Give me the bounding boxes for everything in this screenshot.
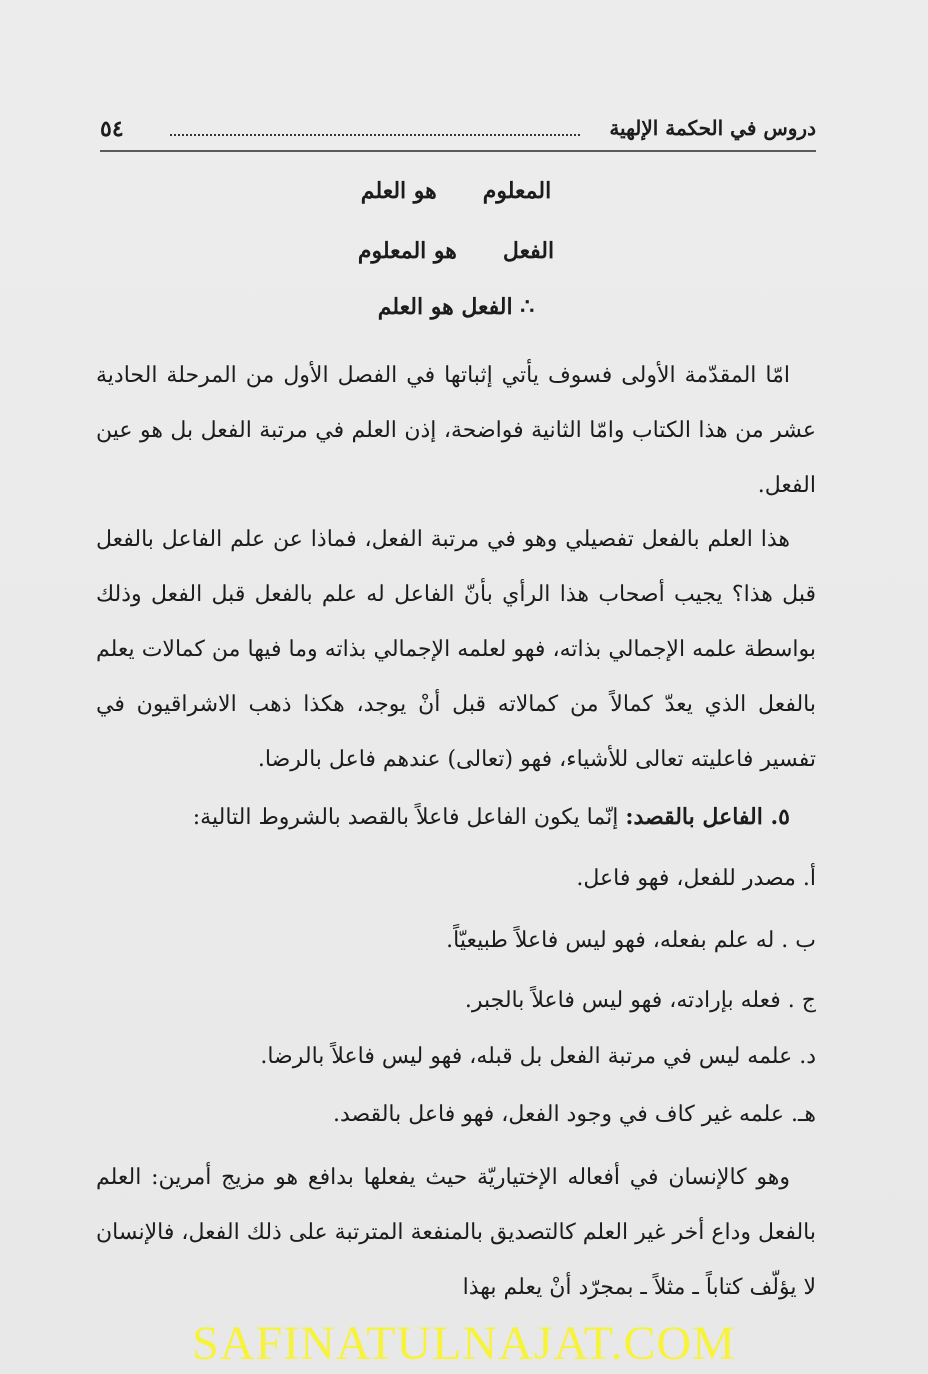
syllogism-term: هو المعلوم [357, 238, 457, 264]
condition-item: ب . له علم بفعله، فهو ليس فاعلاً طبيعيّاً. [446, 928, 816, 953]
site-watermark: SAFINATULNAJAT.COM [192, 1317, 736, 1370]
paragraph-human-example: وهو كالإنسان في أفعاله الإختياريّة حيث يفعلها بدافع هو مزيج أمرين: العلم بالفعل وداع أخر غير العلم كالتصديق بالمنفعة المترتبة على ذلك الفعل، فالإنسان لا يؤلّف كتاباً ـ مثلاً ـ بمجرّد أنْ يعلم بهذا [96, 1165, 816, 1300]
syllogism-term: المعلوم [482, 178, 552, 204]
syllogism-conclusion: ∴ الفعل هو العلم [377, 294, 535, 320]
syllogism-term: الفعل [502, 238, 555, 264]
condition-item: أ. مصدر للفعل، فهو فاعل. [576, 866, 816, 891]
condition-item: ج . فعله بإرادته، فهو ليس فاعلاً بالجبر. [464, 988, 816, 1013]
paragraph-illuminationists: هذا العلم بالفعل تفصيلي وهو في مرتبة الفعل، فماذا عن علم الفاعل بالفعل قبل هذا؟ يجيب أصحاب هذا الرأي بأنّ الفاعل له علم بالفعل قبل الفعل وذلك بواسطة علمه الإجمالي بذاته، فهو لعلمه الإجمالي بذاته وما فيها من كمالات يعلم بالفعل الذي يعدّ كمالاً من كمالاته قبل أنْ يوجد، هكذا ذهب الاشراقيون في تفسير فاعليته تعالى للأشياء، فهو (تعالى) عندهم فاعل بالرضا. [96, 527, 816, 772]
section-label: ٥. الفاعل بالقصد: [625, 804, 790, 830]
header-dot-leader [170, 134, 580, 136]
book-title: دروس في الحكمة الإلهية [609, 116, 816, 140]
paragraph-premise: امّا المقدّمة الأولى فسوف يأتي إثباتها في الفصل الأول من المرحلة الحادية عشر من هذا الكتاب وامّا الثانية فواضحة، إذن العلم في مرتبة الفعل بل هو عين الفعل. [96, 363, 816, 498]
running-header [100, 116, 816, 152]
syllogism-term: هو العلم [360, 178, 437, 204]
condition-item: د. علمه ليس في مرتبة الفعل بل قبله، فهو ليس فاعلاً بالرضا. [260, 1044, 816, 1069]
syllogism-line-1 [96, 178, 816, 204]
section-heading-intentional-agent [96, 802, 816, 833]
syllogism-line-2 [96, 238, 816, 264]
page-number: ٥٤ [100, 116, 124, 142]
section-intro: إنّما يكون الفاعل فاعلاً بالقصد بالشروط التالية: [192, 805, 626, 830]
condition-item: هـ. علمه غير كاف في وجود الفعل، فهو فاعل بالقصد. [332, 1102, 816, 1127]
